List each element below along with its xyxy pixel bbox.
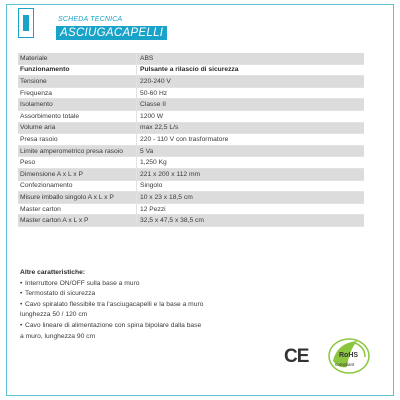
spec-value: 50-60 Hz [137, 87, 365, 99]
spec-key: Limite amperometrico presa rasoio [18, 145, 137, 157]
doc-title: ASCIUGACAPELLI [56, 26, 167, 40]
spec-key: Assorbimento totale [18, 110, 137, 122]
spec-key: Funzionamento [18, 64, 137, 76]
spec-row [18, 53, 364, 64]
spec-key: Tensione [18, 76, 137, 88]
spec-value: max 22,5 L/s [137, 122, 365, 134]
spec-key: Misure imballo singolo A x L x P [18, 192, 137, 204]
spec-row [18, 122, 364, 134]
extra-feature-item: • Termostato di sicurezza [20, 289, 250, 300]
extra-features [20, 268, 250, 342]
spec-value: 220 - 110 V con trasformatore [137, 134, 365, 146]
extra-feature-item: a muro, lunghezza 90 cm [20, 332, 96, 340]
spec-key: Peso [18, 157, 137, 169]
spec-value: 5 Va [137, 145, 365, 157]
spec-value: Pulsante a rilascio di sicurezza [137, 64, 365, 76]
ce-mark-icon: CE [284, 346, 309, 367]
spec-key: Materiale [18, 53, 137, 64]
extra-feature-item: • Cavo lineare di alimentazione con spina bipolare dalla base [20, 321, 250, 332]
spec-row [18, 157, 364, 169]
spec-value: Classe II [137, 99, 365, 111]
extra-feature-item: lunghezza 50 / 120 cm [20, 311, 88, 319]
spec-table [18, 53, 364, 227]
spec-key: Master carton A x L x P [18, 215, 137, 227]
spec-value: 1,250 Kg [137, 157, 365, 169]
brand-mark-icon [18, 8, 34, 38]
spec-key: Isolamento [18, 99, 137, 111]
spec-key: Volume aria [18, 122, 137, 134]
spec-key: Frequenza [18, 87, 137, 99]
extra-features-list [20, 279, 250, 343]
spec-row [18, 203, 364, 215]
spec-value: 1200 W [137, 110, 365, 122]
rohs-badge-icon [327, 337, 371, 375]
spec-value: 221 x 200 x 112 mm [137, 168, 365, 180]
extra-feature-item: • Cavo spiralato flessibile tra l’asciugacapelli e la base a muro [20, 300, 250, 311]
spec-row [18, 64, 364, 76]
extra-feature-item: • Interruttore ON/OFF sulla base a muro [20, 279, 250, 290]
rohs-label: RoHS [339, 352, 359, 359]
rohs-sublabel: compliant [335, 362, 355, 367]
spec-value: 10 x 23 x 18,5 cm [137, 192, 365, 204]
header [18, 8, 218, 44]
spec-row [18, 110, 364, 122]
spec-value: ABS [137, 53, 365, 64]
spec-key: Confezionamento [18, 180, 137, 192]
spec-value: 32,5 x 47,5 x 38,5 cm [137, 215, 365, 227]
spec-key: Dimensione A x L x P [18, 168, 137, 180]
spec-row [18, 145, 364, 157]
doc-subtitle: SCHEDA TECNICA [58, 16, 123, 23]
spec-key: Presa rasoio [18, 134, 137, 146]
spec-key: Master carton [18, 203, 137, 215]
spec-row [18, 215, 364, 227]
spec-row [18, 168, 364, 180]
spec-row [18, 192, 364, 204]
spec-row [18, 134, 364, 146]
spec-value: 12 Pezzi [137, 203, 365, 215]
spec-value: Singolo [137, 180, 365, 192]
extra-features-title: Altre caratteristiche: [20, 269, 86, 276]
spec-row [18, 99, 364, 111]
spec-row [18, 87, 364, 99]
spec-row [18, 76, 364, 88]
spec-row [18, 180, 364, 192]
spec-value: 220-240 V [137, 76, 365, 88]
